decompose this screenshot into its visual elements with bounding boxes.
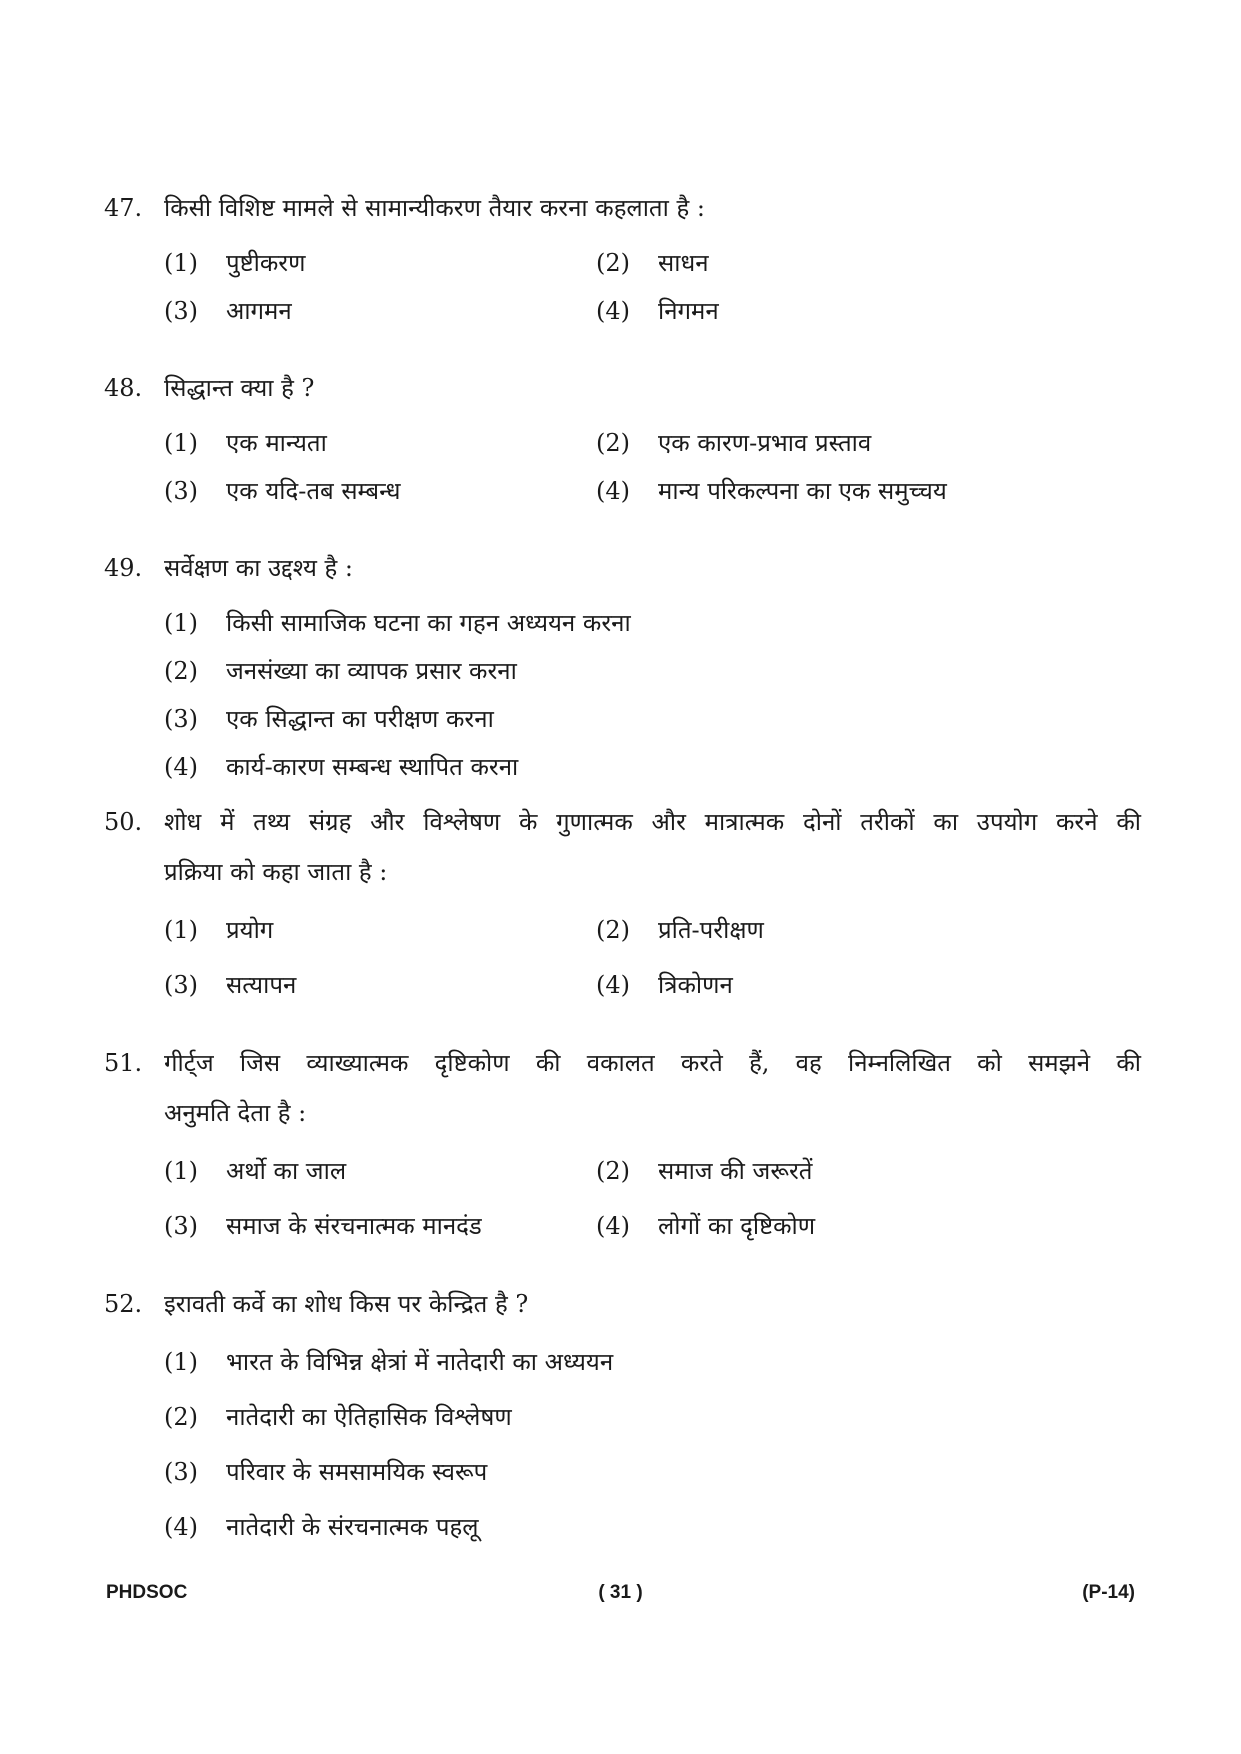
question-number: 47. bbox=[104, 194, 143, 222]
option-1 bbox=[164, 599, 631, 647]
option-text: निगमन bbox=[658, 297, 719, 325]
option-1 bbox=[164, 239, 596, 287]
option-number: (4) bbox=[164, 1513, 198, 1541]
option-text: साधन bbox=[658, 249, 709, 277]
option-number: (2) bbox=[596, 916, 630, 944]
option-text: समाज के संरचनात्मक मानदंड bbox=[226, 1212, 482, 1240]
question-text-line-1: शोध में तथ्य संग्रह और विश्लेषण के गुणात्मक और मात्रात्मक दोनों तरीकों का उपयोग करने की bbox=[164, 808, 1141, 836]
option-number: (3) bbox=[164, 477, 198, 505]
option-2 bbox=[596, 903, 764, 958]
option-number: (3) bbox=[164, 1212, 198, 1240]
option-number: (1) bbox=[164, 1348, 198, 1376]
option-text: सत्यापन bbox=[226, 971, 297, 999]
question-text: किसी विशिष्ट मामले से सामान्यीकरण तैयार करना कहलाता है : bbox=[164, 194, 705, 222]
option-2 bbox=[596, 239, 709, 287]
option-text: एक सिद्धान्त का परीक्षण करना bbox=[226, 705, 494, 733]
option-4 bbox=[596, 287, 719, 335]
option-number: (3) bbox=[164, 297, 198, 325]
option-number: (3) bbox=[164, 705, 198, 733]
option-text: प्रयोग bbox=[226, 916, 274, 944]
booklet-code: (P-14) bbox=[1082, 1582, 1135, 1603]
option-text: कार्य-कारण सम्बन्ध स्थापित करना bbox=[226, 753, 519, 781]
option-number: (1) bbox=[164, 609, 198, 637]
options-grid bbox=[164, 903, 1141, 1013]
page-number: ( 31 ) bbox=[598, 1582, 643, 1603]
option-text: लोगों का दृष्टिकोण bbox=[658, 1212, 816, 1240]
options-list bbox=[164, 599, 1141, 791]
option-2 bbox=[164, 647, 596, 695]
option-2 bbox=[596, 419, 871, 467]
option-text: त्रिकोणन bbox=[658, 971, 733, 999]
option-text: नातेदारी का ऐतिहासिक विश्लेषण bbox=[226, 1403, 512, 1431]
question-text-line-1: गीर्ट्ज जिस व्याख्यात्मक दृष्टिकोण की वकालत करते हैं, वह निम्नलिखित को समझने की bbox=[164, 1049, 1141, 1077]
page-footer bbox=[106, 1582, 1135, 1612]
option-4 bbox=[596, 467, 947, 515]
option-text: एक यदि-तब सम्बन्ध bbox=[226, 477, 401, 505]
options-grid bbox=[164, 239, 1141, 335]
option-text: नातेदारी के संरचनात्मक पहलू bbox=[226, 1513, 479, 1541]
option-3 bbox=[164, 1199, 596, 1254]
option-text: एक मान्यता bbox=[226, 429, 327, 457]
option-3 bbox=[164, 287, 596, 335]
question-51 bbox=[104, 1038, 1141, 1254]
question-text: सिद्धान्त क्या है ? bbox=[164, 374, 315, 402]
option-3 bbox=[164, 958, 596, 1013]
option-4 bbox=[164, 743, 596, 791]
option-number: (2) bbox=[596, 249, 630, 277]
question-number: 51. bbox=[104, 1049, 143, 1077]
option-text: परिवार के समसामयिक स्वरूप bbox=[226, 1458, 488, 1486]
option-4 bbox=[596, 958, 733, 1013]
option-text: जनसंख्या का व्यापक प्रसार करना bbox=[226, 657, 517, 685]
option-number: (4) bbox=[164, 753, 198, 781]
options-grid bbox=[164, 419, 1141, 515]
option-number: (2) bbox=[164, 1403, 198, 1431]
option-1 bbox=[164, 1144, 596, 1199]
option-text: पुष्टीकरण bbox=[226, 249, 306, 277]
question-text-line-2: प्रक्रिया को कहा जाता है : bbox=[164, 858, 388, 886]
option-number: (1) bbox=[164, 249, 198, 277]
option-text: मान्य परिकल्पना का एक समुच्चय bbox=[658, 477, 947, 505]
option-number: (2) bbox=[596, 429, 630, 457]
question-number: 49. bbox=[104, 554, 143, 582]
question-48 bbox=[104, 363, 1141, 515]
question-52 bbox=[104, 1279, 1141, 1555]
option-4 bbox=[596, 1199, 815, 1254]
option-number: (4) bbox=[596, 1212, 630, 1240]
question-number: 48. bbox=[104, 374, 143, 402]
question-49 bbox=[104, 543, 1141, 791]
option-number: (3) bbox=[164, 971, 198, 999]
option-1 bbox=[164, 1335, 614, 1390]
option-3 bbox=[164, 467, 596, 515]
option-1 bbox=[164, 903, 596, 958]
option-text: प्रति-परीक्षण bbox=[658, 916, 764, 944]
option-2 bbox=[164, 1390, 596, 1445]
question-text: इरावती कर्वे का शोध किस पर केन्द्रित है ? bbox=[164, 1290, 529, 1318]
option-number: (4) bbox=[596, 971, 630, 999]
option-4 bbox=[164, 1500, 596, 1555]
option-text: आगमन bbox=[226, 297, 292, 325]
option-3 bbox=[164, 695, 596, 743]
question-47 bbox=[104, 183, 1141, 335]
options-list bbox=[164, 1335, 1141, 1555]
paper-code: PHDSOC bbox=[106, 1582, 188, 1603]
question-50 bbox=[104, 797, 1141, 1013]
question-number: 52. bbox=[104, 1290, 143, 1318]
option-number: (3) bbox=[164, 1458, 198, 1486]
option-text: अर्थो का जाल bbox=[226, 1157, 347, 1185]
option-3 bbox=[164, 1445, 596, 1500]
option-number: (1) bbox=[164, 916, 198, 944]
option-text: भारत के विभिन्न क्षेत्रां में नातेदारी का अध्ययन bbox=[226, 1348, 614, 1376]
options-grid bbox=[164, 1144, 1141, 1254]
option-number: (1) bbox=[164, 1157, 198, 1185]
option-number: (4) bbox=[596, 477, 630, 505]
option-number: (4) bbox=[596, 297, 630, 325]
question-text-line-2: अनुमति देता है : bbox=[164, 1099, 307, 1127]
question-number: 50. bbox=[104, 808, 143, 836]
question-text: सर्वेक्षण का उद्दश्य है : bbox=[164, 554, 354, 582]
option-text: एक कारण-प्रभाव प्रस्ताव bbox=[658, 429, 872, 457]
option-1 bbox=[164, 419, 596, 467]
option-text: समाज की जरूरतें bbox=[658, 1157, 813, 1185]
option-number: (2) bbox=[596, 1157, 630, 1185]
option-2 bbox=[596, 1144, 812, 1199]
option-text: किसी सामाजिक घटना का गहन अध्ययन करना bbox=[226, 609, 631, 637]
option-number: (1) bbox=[164, 429, 198, 457]
option-number: (2) bbox=[164, 657, 198, 685]
